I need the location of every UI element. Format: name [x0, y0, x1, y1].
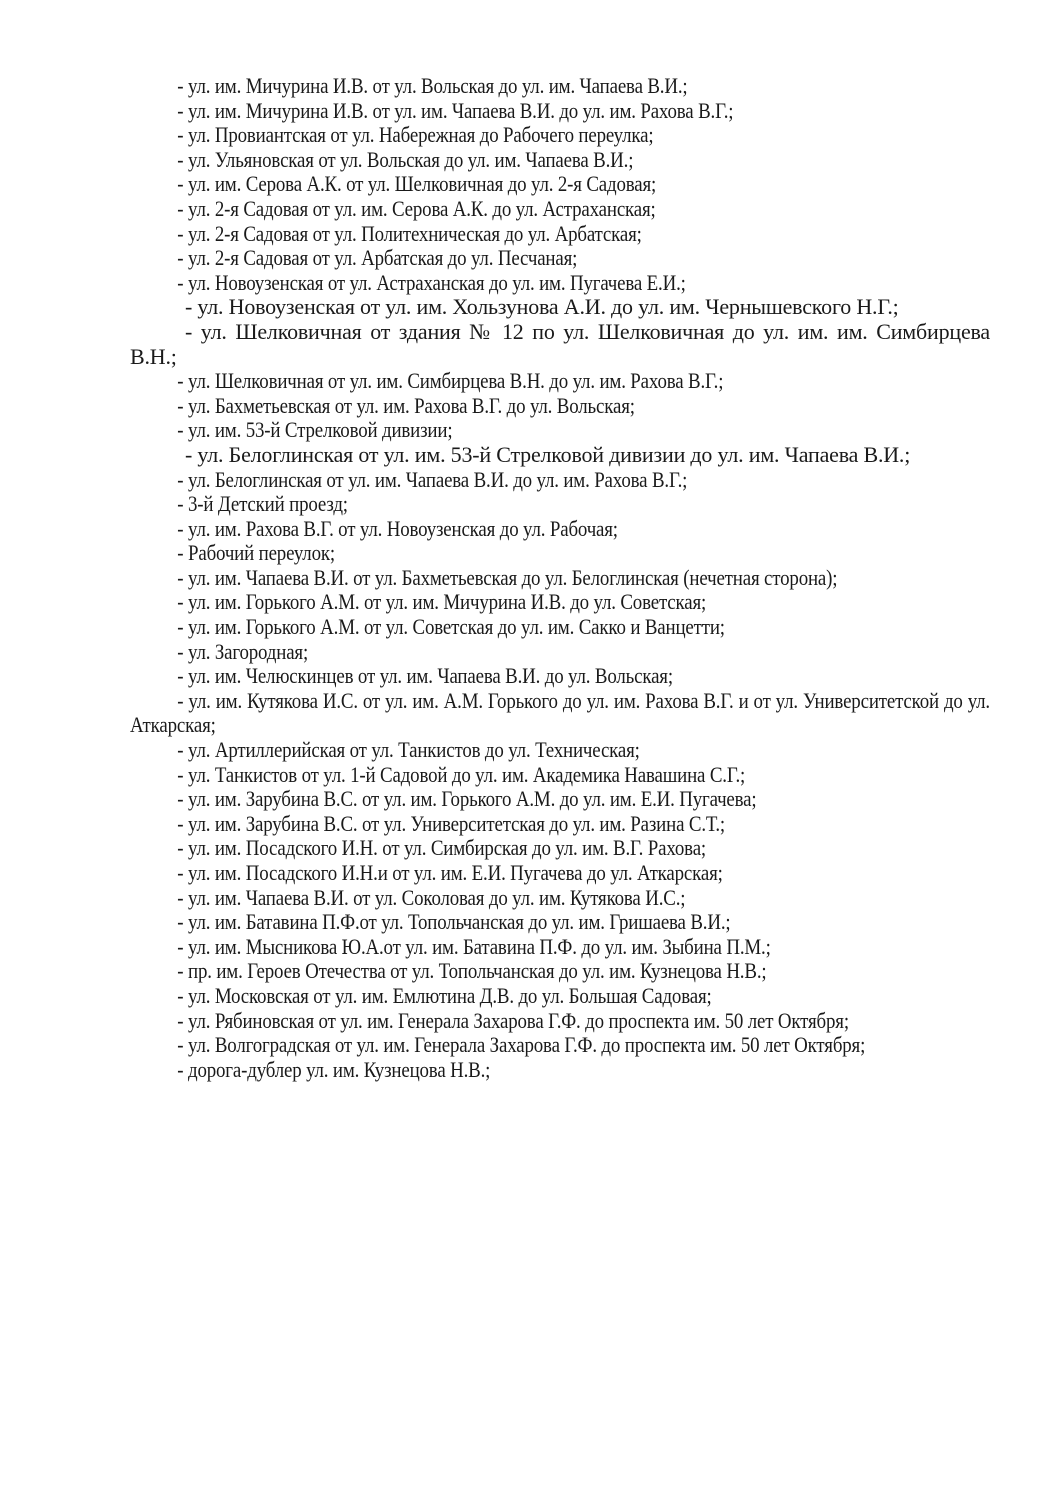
- street-list-item: - дорога-дублер ул. им. Кузнецова Н.В.;: [177, 1056, 491, 1082]
- street-list-item: - ул. им. Мичурина И.В. от ул. Вольская до ул. им. Чапаева В.И.;: [177, 73, 688, 98]
- street-list-item: - ул. им. Чапаева В.И. от ул. Бахметьевская до ул. Белоглинская (нечетная сторона);: [177, 564, 838, 590]
- street-list-item: - пр. им. Героев Отечества от ул. Топольчанская до ул. им. Кузнецова Н.В.;: [177, 958, 767, 984]
- street-list-item: - ул. Волгоградская от ул. им. Генерала Захарова Г.Ф. до проспекта им. 50 лет Октября;: [177, 1032, 866, 1058]
- street-list-item: - ул. им. Серова А.К. от ул. Шелковичная до ул. 2-я Садовая;: [177, 171, 657, 197]
- street-list-item: - ул. Новоузенская от ул. им. Хользунова А.И. до ул. им. Чернышевского Н.Г.;: [185, 294, 899, 320]
- street-list-item: - ул. им. Мичурина И.В. от ул. им. Чапаева В.И. до ул. им. Рахова В.Г.;: [177, 97, 734, 123]
- street-list-item: - ул. им. Зарубина В.С. от ул. Университетская до ул. им. Разина С.Т.;: [177, 810, 726, 836]
- street-list-item: - ул. им. Зарубина В.С. от ул. им. Горького А.М. до ул. им. Е.И. Пугачева;: [177, 786, 757, 812]
- street-list-item: - ул. Бахметьевская от ул. им. Рахова В.Г. до ул. Вольская;: [177, 392, 635, 418]
- street-list-item: - ул. им. Горького А.М. от ул. Советская до ул. им. Сакко и Ванцетти;: [177, 614, 725, 640]
- street-list-item: - ул. Танкистов от ул. 1-й Садовой до ул. им. Академика Навашина С.Г.;: [177, 761, 746, 787]
- street-list-item: - ул. 2-я Садовая от ул. Политехническая до ул. Арбатская;: [177, 220, 642, 246]
- street-list-item: - ул. им. Батавина П.Ф.от ул. Топольчанская до ул. им. Гришаева В.И.;: [177, 909, 731, 935]
- street-list-item: - ул. им. Чапаева В.И. от ул. Соколовая до ул. им. Кутякова И.С.;: [177, 884, 686, 910]
- street-list-item: - 3-й Детский проезд;: [177, 491, 348, 517]
- street-list-item: - Рабочий переулок;: [177, 540, 335, 566]
- street-list-item: - ул. им. Горького А.М. от ул. им. Мичурина И.В. до ул. Советская;: [177, 589, 707, 615]
- street-list-item: - ул. Шелковичная от ул. им. Симбирцева В.Н. до ул. им. Рахова В.Г.;: [177, 368, 724, 394]
- street-list-item: - ул. Ульяновская от ул. Вольская до ул. им. Чапаева В.И.;: [177, 146, 634, 172]
- street-list-item: - ул. Белоглинская от ул. им. Чапаева В.И. до ул. им. Рахова В.Г.;: [177, 466, 688, 492]
- street-list-item: - ул. им. Мысникова Ю.А.от ул. им. Батавина П.Ф. до ул. им. Зыбина П.М.;: [177, 933, 771, 959]
- street-list-item: - ул. Провиантская от ул. Набережная до Рабочего переулка;: [177, 122, 654, 148]
- street-list-item: - ул. Московская от ул. им. Емлютина Д.В. до ул. Большая Садовая;: [177, 982, 712, 1008]
- street-list-item: - ул. им. Рахова В.Г. от ул. Новоузенская до ул. Рабочая;: [177, 515, 618, 541]
- street-list-item: - ул. им. Челюскинцев от ул. им. Чапаева В.И. до ул. Вольская;: [177, 663, 673, 689]
- street-list-item: - ул. Новоузенская от ул. Астраханская до ул. им. Пугачева Е.И.;: [177, 269, 686, 295]
- street-list-item: - ул. им. Кутякова И.С. от ул. им. А.М. Горького до ул. им. Рахова В.Г. и от ул. Университетской до ул. Аткарская;: [130, 687, 991, 738]
- document-page: [130, 74, 990, 1082]
- street-list-item: - ул. Загородная;: [177, 638, 309, 664]
- street-list-item: - ул. 2-я Садовая от ул. им. Серова А.К. до ул. Астраханская;: [177, 195, 656, 221]
- street-list-item: - ул. Шелковичная от здания № 12 по ул. Шелковичная до ул. им. им. Симбирцева В.Н.;: [130, 318, 990, 369]
- street-list-item: - ул. Рябиновская от ул. им. Генерала Захарова Г.Ф. до проспекта им. 50 лет Октября;: [177, 1007, 849, 1033]
- street-list-item: - ул. им. Посадского И.Н.и от ул. им. Е.И. Пугачева до ул. Аткарская;: [177, 860, 723, 885]
- street-list-item: - ул. им. Посадского И.Н. от ул. Симбирская до ул. им. В.Г. Рахова;: [177, 835, 707, 861]
- street-list-item: - ул. Артиллерийская от ул. Танкистов до ул. Техническая;: [177, 737, 640, 763]
- street-list-item: - ул. 2-я Садовая от ул. Арбатская до ул. Песчаная;: [177, 245, 578, 271]
- street-list-item: - ул. им. 53-й Стрелковой дивизии;: [177, 417, 453, 443]
- street-list-item: - ул. Белоглинская от ул. им. 53-й Стрелковой дивизии до ул. им. Чапаева В.И.;: [185, 441, 911, 467]
